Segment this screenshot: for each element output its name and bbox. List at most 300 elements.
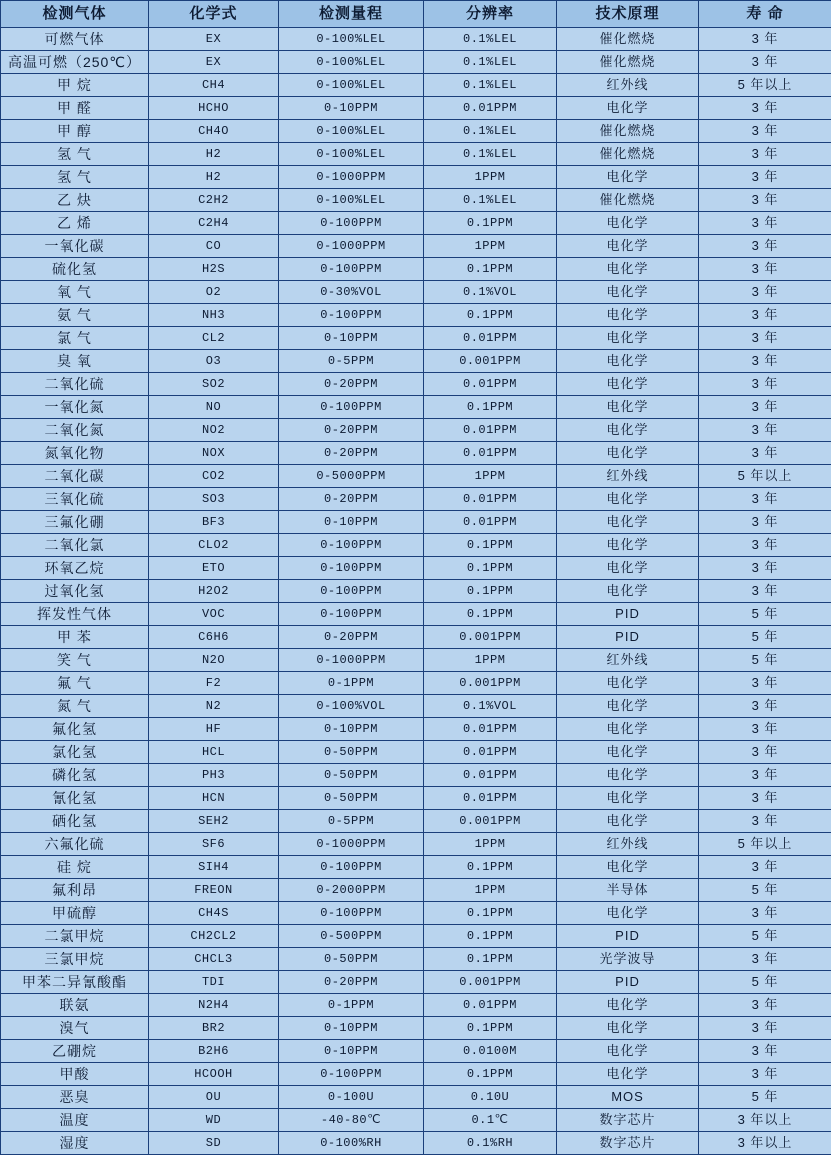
cell-lifetime: 3 年 [699, 1017, 831, 1040]
cell-formula: SIH4 [149, 856, 279, 879]
cell-formula: H2S [149, 258, 279, 281]
cell-technology: 催化燃烧 [557, 51, 699, 74]
cell-formula: BR2 [149, 1017, 279, 1040]
cell-gas: 联氨 [1, 994, 149, 1017]
cell-resolution: 0.1%LEL [424, 189, 557, 212]
table-row [1, 1132, 831, 1155]
table-row [1, 971, 831, 994]
cell-gas: 湿度 [1, 1132, 149, 1155]
cell-gas: 氯 气 [1, 327, 149, 350]
cell-range: 0-100PPM [279, 258, 424, 281]
cell-lifetime: 3 年 [699, 212, 831, 235]
table-row [1, 833, 831, 856]
cell-formula: WD [149, 1109, 279, 1132]
cell-gas: 甲 醇 [1, 120, 149, 143]
cell-formula: PH3 [149, 764, 279, 787]
cell-technology: 电化学 [557, 810, 699, 833]
table-row [1, 672, 831, 695]
cell-resolution: 0.01PPM [424, 442, 557, 465]
table-row [1, 626, 831, 649]
cell-resolution: 0.01PPM [424, 97, 557, 120]
cell-lifetime: 3 年 [699, 994, 831, 1017]
table-row [1, 212, 831, 235]
cell-lifetime: 3 年 [699, 189, 831, 212]
cell-formula: FREON [149, 879, 279, 902]
table-row [1, 649, 831, 672]
cell-resolution: 0.1%LEL [424, 143, 557, 166]
table-row [1, 235, 831, 258]
cell-technology: 数字芯片 [557, 1109, 699, 1132]
cell-resolution: 1PPM [424, 649, 557, 672]
cell-gas: 硒化氢 [1, 810, 149, 833]
cell-lifetime: 5 年 [699, 925, 831, 948]
cell-lifetime: 3 年 [699, 419, 831, 442]
cell-technology: 红外线 [557, 465, 699, 488]
cell-resolution: 0.1PPM [424, 557, 557, 580]
cell-technology: MOS [557, 1086, 699, 1109]
cell-range: 0-100PPM [279, 534, 424, 557]
cell-formula: HCN [149, 787, 279, 810]
cell-lifetime: 5 年 [699, 626, 831, 649]
cell-resolution: 0.1PPM [424, 396, 557, 419]
cell-range: 0-100PPM [279, 557, 424, 580]
cell-formula: HCL [149, 741, 279, 764]
cell-formula: F2 [149, 672, 279, 695]
table-row [1, 741, 831, 764]
cell-resolution: 0.1℃ [424, 1109, 557, 1132]
cell-technology: 电化学 [557, 534, 699, 557]
cell-formula: SEH2 [149, 810, 279, 833]
cell-lifetime: 3 年 [699, 97, 831, 120]
cell-lifetime: 5 年 [699, 879, 831, 902]
cell-gas: 三氯甲烷 [1, 948, 149, 971]
cell-gas: 一氧化氮 [1, 396, 149, 419]
table-row [1, 1086, 831, 1109]
cell-lifetime: 3 年 [699, 143, 831, 166]
cell-range: 0-1000PPM [279, 833, 424, 856]
cell-technology: 电化学 [557, 281, 699, 304]
cell-gas: 六氟化硫 [1, 833, 149, 856]
cell-technology: 电化学 [557, 695, 699, 718]
table-row [1, 1040, 831, 1063]
table-row [1, 718, 831, 741]
cell-resolution: 0.1%VOL [424, 695, 557, 718]
cell-gas: 三氟化硼 [1, 511, 149, 534]
cell-technology: 电化学 [557, 741, 699, 764]
cell-resolution: 0.1%RH [424, 1132, 557, 1155]
cell-resolution: 0.001PPM [424, 971, 557, 994]
cell-range: 0-100%RH [279, 1132, 424, 1155]
cell-range: 0-10PPM [279, 1040, 424, 1063]
cell-formula: CH4S [149, 902, 279, 925]
cell-formula: SD [149, 1132, 279, 1155]
cell-resolution: 0.01PPM [424, 488, 557, 511]
cell-technology: 电化学 [557, 764, 699, 787]
cell-resolution: 0.1%LEL [424, 74, 557, 97]
table-row [1, 557, 831, 580]
table-row [1, 1063, 831, 1086]
cell-technology: 半导体 [557, 879, 699, 902]
table-row [1, 304, 831, 327]
cell-gas: 二氧化硫 [1, 373, 149, 396]
cell-range: 0-10PPM [279, 1017, 424, 1040]
cell-formula: CO2 [149, 465, 279, 488]
cell-lifetime: 3 年 [699, 304, 831, 327]
cell-formula: SO2 [149, 373, 279, 396]
table-row [1, 695, 831, 718]
cell-formula: H2 [149, 166, 279, 189]
cell-formula: NO [149, 396, 279, 419]
cell-resolution: 0.001PPM [424, 810, 557, 833]
cell-formula: N2O [149, 649, 279, 672]
cell-range: 0-5PPM [279, 350, 424, 373]
cell-resolution: 0.1PPM [424, 925, 557, 948]
cell-formula: NH3 [149, 304, 279, 327]
cell-resolution: 0.1PPM [424, 304, 557, 327]
cell-technology: 电化学 [557, 373, 699, 396]
table-row [1, 856, 831, 879]
cell-formula: BF3 [149, 511, 279, 534]
cell-gas: 氟 气 [1, 672, 149, 695]
cell-resolution: 1PPM [424, 879, 557, 902]
table-row [1, 28, 831, 51]
cell-formula: EX [149, 28, 279, 51]
cell-lifetime: 3 年 [699, 902, 831, 925]
cell-resolution: 0.001PPM [424, 672, 557, 695]
cell-formula: SF6 [149, 833, 279, 856]
cell-lifetime: 3 年 [699, 258, 831, 281]
cell-range: 0-10PPM [279, 327, 424, 350]
cell-gas: 氢 气 [1, 166, 149, 189]
table-header [1, 1, 831, 28]
cell-range: 0-100PPM [279, 396, 424, 419]
cell-resolution: 0.001PPM [424, 626, 557, 649]
cell-technology: 催化燃烧 [557, 28, 699, 51]
table-row [1, 51, 831, 74]
table-row [1, 879, 831, 902]
cell-gas: 二氯甲烷 [1, 925, 149, 948]
cell-resolution: 0.1PPM [424, 1017, 557, 1040]
table-row [1, 97, 831, 120]
cell-resolution: 0.1PPM [424, 856, 557, 879]
cell-range: 0-100PPM [279, 304, 424, 327]
cell-formula: EX [149, 51, 279, 74]
column-header-resolution: 分辨率 [424, 1, 557, 28]
cell-resolution: 0.01PPM [424, 994, 557, 1017]
table-row [1, 327, 831, 350]
cell-technology: 电化学 [557, 327, 699, 350]
cell-resolution: 0.001PPM [424, 350, 557, 373]
cell-lifetime: 3 年 [699, 741, 831, 764]
cell-resolution: 0.1%LEL [424, 120, 557, 143]
table-row [1, 1109, 831, 1132]
cell-lifetime: 3 年 [699, 534, 831, 557]
cell-gas: 氧 气 [1, 281, 149, 304]
cell-gas: 甲 苯 [1, 626, 149, 649]
cell-formula: N2 [149, 695, 279, 718]
table-row [1, 350, 831, 373]
cell-gas: 环氧乙烷 [1, 557, 149, 580]
cell-gas: 三氧化硫 [1, 488, 149, 511]
table-row [1, 166, 831, 189]
cell-technology: 电化学 [557, 419, 699, 442]
cell-gas: 乙 炔 [1, 189, 149, 212]
cell-range: 0-50PPM [279, 764, 424, 787]
column-header-gas: 检测气体 [1, 1, 149, 28]
cell-lifetime: 3 年 [699, 166, 831, 189]
cell-technology: 电化学 [557, 557, 699, 580]
cell-technology: 电化学 [557, 856, 699, 879]
table-header-row [1, 1, 831, 28]
cell-resolution: 1PPM [424, 465, 557, 488]
cell-range: 0-20PPM [279, 373, 424, 396]
cell-range: 0-100%LEL [279, 120, 424, 143]
table-row [1, 442, 831, 465]
cell-formula: CO [149, 235, 279, 258]
cell-resolution: 0.0100M [424, 1040, 557, 1063]
cell-range: 0-5000PPM [279, 465, 424, 488]
cell-technology: 电化学 [557, 1017, 699, 1040]
cell-range: 0-20PPM [279, 419, 424, 442]
cell-range: 0-1000PPM [279, 649, 424, 672]
cell-range: 0-2000PPM [279, 879, 424, 902]
table-row [1, 1017, 831, 1040]
cell-formula: CHCL3 [149, 948, 279, 971]
cell-lifetime: 5 年 [699, 971, 831, 994]
cell-lifetime: 3 年 [699, 281, 831, 304]
cell-technology: PID [557, 626, 699, 649]
cell-technology: PID [557, 971, 699, 994]
cell-formula: CH4O [149, 120, 279, 143]
cell-gas: 臭 氧 [1, 350, 149, 373]
cell-formula: O3 [149, 350, 279, 373]
cell-range: 0-5PPM [279, 810, 424, 833]
cell-lifetime: 3 年 [699, 580, 831, 603]
cell-technology: 电化学 [557, 396, 699, 419]
table-row [1, 419, 831, 442]
cell-lifetime: 3 年 [699, 557, 831, 580]
cell-lifetime: 3 年 [699, 327, 831, 350]
cell-formula: SO3 [149, 488, 279, 511]
cell-technology: 催化燃烧 [557, 120, 699, 143]
cell-gas: 笑 气 [1, 649, 149, 672]
cell-range: 0-1PPM [279, 672, 424, 695]
cell-lifetime: 5 年 [699, 649, 831, 672]
table-row [1, 810, 831, 833]
table-row [1, 925, 831, 948]
cell-lifetime: 3 年 [699, 1063, 831, 1086]
cell-resolution: 0.1PPM [424, 902, 557, 925]
table-row [1, 143, 831, 166]
cell-formula: C2H4 [149, 212, 279, 235]
cell-lifetime: 3 年 [699, 764, 831, 787]
cell-range: 0-100%LEL [279, 51, 424, 74]
cell-technology: PID [557, 603, 699, 626]
table-row [1, 281, 831, 304]
cell-gas: 氰化氢 [1, 787, 149, 810]
cell-resolution: 0.01PPM [424, 373, 557, 396]
cell-lifetime: 3 年 [699, 672, 831, 695]
cell-range: 0-10PPM [279, 511, 424, 534]
cell-gas: 温度 [1, 1109, 149, 1132]
cell-resolution: 0.01PPM [424, 327, 557, 350]
cell-formula: B2H6 [149, 1040, 279, 1063]
table-row [1, 396, 831, 419]
cell-gas: 乙硼烷 [1, 1040, 149, 1063]
column-header-range: 检测量程 [279, 1, 424, 28]
cell-lifetime: 3 年 [699, 350, 831, 373]
cell-range: 0-100%LEL [279, 28, 424, 51]
cell-resolution: 0.1PPM [424, 212, 557, 235]
column-header-formula: 化学式 [149, 1, 279, 28]
cell-gas: 过氧化氢 [1, 580, 149, 603]
cell-gas: 挥发性气体 [1, 603, 149, 626]
table-row [1, 580, 831, 603]
cell-lifetime: 3 年 [699, 511, 831, 534]
cell-resolution: 1PPM [424, 833, 557, 856]
column-header-lifetime: 寿 命 [699, 1, 831, 28]
cell-resolution: 0.1PPM [424, 258, 557, 281]
table-row [1, 902, 831, 925]
cell-range: 0-100PPM [279, 902, 424, 925]
cell-gas: 氟化氢 [1, 718, 149, 741]
cell-technology: 电化学 [557, 212, 699, 235]
cell-lifetime: 3 年 [699, 488, 831, 511]
cell-formula: C2H2 [149, 189, 279, 212]
cell-lifetime: 3 年 [699, 948, 831, 971]
cell-lifetime: 3 年以上 [699, 1132, 831, 1155]
cell-range: 0-20PPM [279, 971, 424, 994]
cell-gas: 磷化氢 [1, 764, 149, 787]
cell-gas: 溴气 [1, 1017, 149, 1040]
table-row [1, 534, 831, 557]
cell-technology: 电化学 [557, 994, 699, 1017]
cell-range: 0-100PPM [279, 1063, 424, 1086]
cell-range: 0-20PPM [279, 626, 424, 649]
cell-technology: 催化燃烧 [557, 189, 699, 212]
table-row [1, 488, 831, 511]
cell-lifetime: 3 年 [699, 810, 831, 833]
cell-gas: 氮 气 [1, 695, 149, 718]
cell-range: 0-30%VOL [279, 281, 424, 304]
cell-lifetime: 5 年以上 [699, 833, 831, 856]
table-row [1, 948, 831, 971]
cell-technology: 电化学 [557, 1063, 699, 1086]
cell-gas: 甲 烷 [1, 74, 149, 97]
cell-technology: 电化学 [557, 672, 699, 695]
cell-formula: CLO2 [149, 534, 279, 557]
cell-gas: 甲 醛 [1, 97, 149, 120]
cell-resolution: 0.1%VOL [424, 281, 557, 304]
cell-technology: 催化燃烧 [557, 143, 699, 166]
cell-range: 0-100PPM [279, 212, 424, 235]
cell-gas: 可燃气体 [1, 28, 149, 51]
cell-resolution: 0.10U [424, 1086, 557, 1109]
cell-resolution: 0.01PPM [424, 787, 557, 810]
cell-range: 0-100U [279, 1086, 424, 1109]
cell-range: 0-100%LEL [279, 189, 424, 212]
cell-formula: TDI [149, 971, 279, 994]
cell-formula: CH2CL2 [149, 925, 279, 948]
cell-gas: 一氧化碳 [1, 235, 149, 258]
cell-lifetime: 3 年以上 [699, 1109, 831, 1132]
cell-gas: 氨 气 [1, 304, 149, 327]
table-row [1, 189, 831, 212]
column-header-technology: 技术原理 [557, 1, 699, 28]
table-row [1, 787, 831, 810]
table-row [1, 373, 831, 396]
cell-resolution: 0.1PPM [424, 534, 557, 557]
cell-range: 0-10PPM [279, 97, 424, 120]
cell-formula: C6H6 [149, 626, 279, 649]
cell-formula: VOC [149, 603, 279, 626]
table-row [1, 994, 831, 1017]
cell-formula: CL2 [149, 327, 279, 350]
cell-lifetime: 5 年以上 [699, 465, 831, 488]
cell-technology: 红外线 [557, 649, 699, 672]
cell-formula: H2O2 [149, 580, 279, 603]
cell-range: 0-50PPM [279, 787, 424, 810]
cell-resolution: 0.1%LEL [424, 28, 557, 51]
cell-range: 0-1000PPM [279, 166, 424, 189]
cell-resolution: 0.1PPM [424, 603, 557, 626]
cell-lifetime: 3 年 [699, 718, 831, 741]
cell-range: 0-20PPM [279, 442, 424, 465]
cell-technology: 红外线 [557, 833, 699, 856]
cell-range: 0-100PPM [279, 603, 424, 626]
cell-gas: 硫化氢 [1, 258, 149, 281]
cell-gas: 二氧化氯 [1, 534, 149, 557]
cell-technology: 电化学 [557, 511, 699, 534]
cell-range: 0-100%LEL [279, 74, 424, 97]
cell-range: 0-1PPM [279, 994, 424, 1017]
cell-technology: 电化学 [557, 442, 699, 465]
cell-formula: NOX [149, 442, 279, 465]
cell-gas: 甲硫醇 [1, 902, 149, 925]
cell-technology: 电化学 [557, 902, 699, 925]
table-row [1, 465, 831, 488]
cell-resolution: 0.01PPM [424, 741, 557, 764]
cell-gas: 氟利昂 [1, 879, 149, 902]
cell-formula: HCOOH [149, 1063, 279, 1086]
cell-range: 0-100PPM [279, 856, 424, 879]
cell-formula: HF [149, 718, 279, 741]
cell-formula: N2H4 [149, 994, 279, 1017]
cell-gas: 乙 烯 [1, 212, 149, 235]
table-row [1, 603, 831, 626]
cell-gas: 甲苯二异氰酸酯 [1, 971, 149, 994]
cell-technology: 电化学 [557, 580, 699, 603]
cell-gas: 二氧化碳 [1, 465, 149, 488]
cell-range: 0-100PPM [279, 580, 424, 603]
cell-gas: 恶臭 [1, 1086, 149, 1109]
cell-lifetime: 3 年 [699, 1040, 831, 1063]
cell-formula: OU [149, 1086, 279, 1109]
cell-technology: 电化学 [557, 166, 699, 189]
cell-resolution: 0.1PPM [424, 580, 557, 603]
cell-gas: 硅 烷 [1, 856, 149, 879]
cell-technology: 电化学 [557, 1040, 699, 1063]
cell-technology: 数字芯片 [557, 1132, 699, 1155]
table-row [1, 258, 831, 281]
cell-resolution: 1PPM [424, 166, 557, 189]
cell-resolution: 0.1%LEL [424, 51, 557, 74]
cell-resolution: 0.01PPM [424, 419, 557, 442]
table-row [1, 764, 831, 787]
cell-technology: 电化学 [557, 718, 699, 741]
cell-resolution: 0.1PPM [424, 1063, 557, 1086]
cell-lifetime: 3 年 [699, 442, 831, 465]
